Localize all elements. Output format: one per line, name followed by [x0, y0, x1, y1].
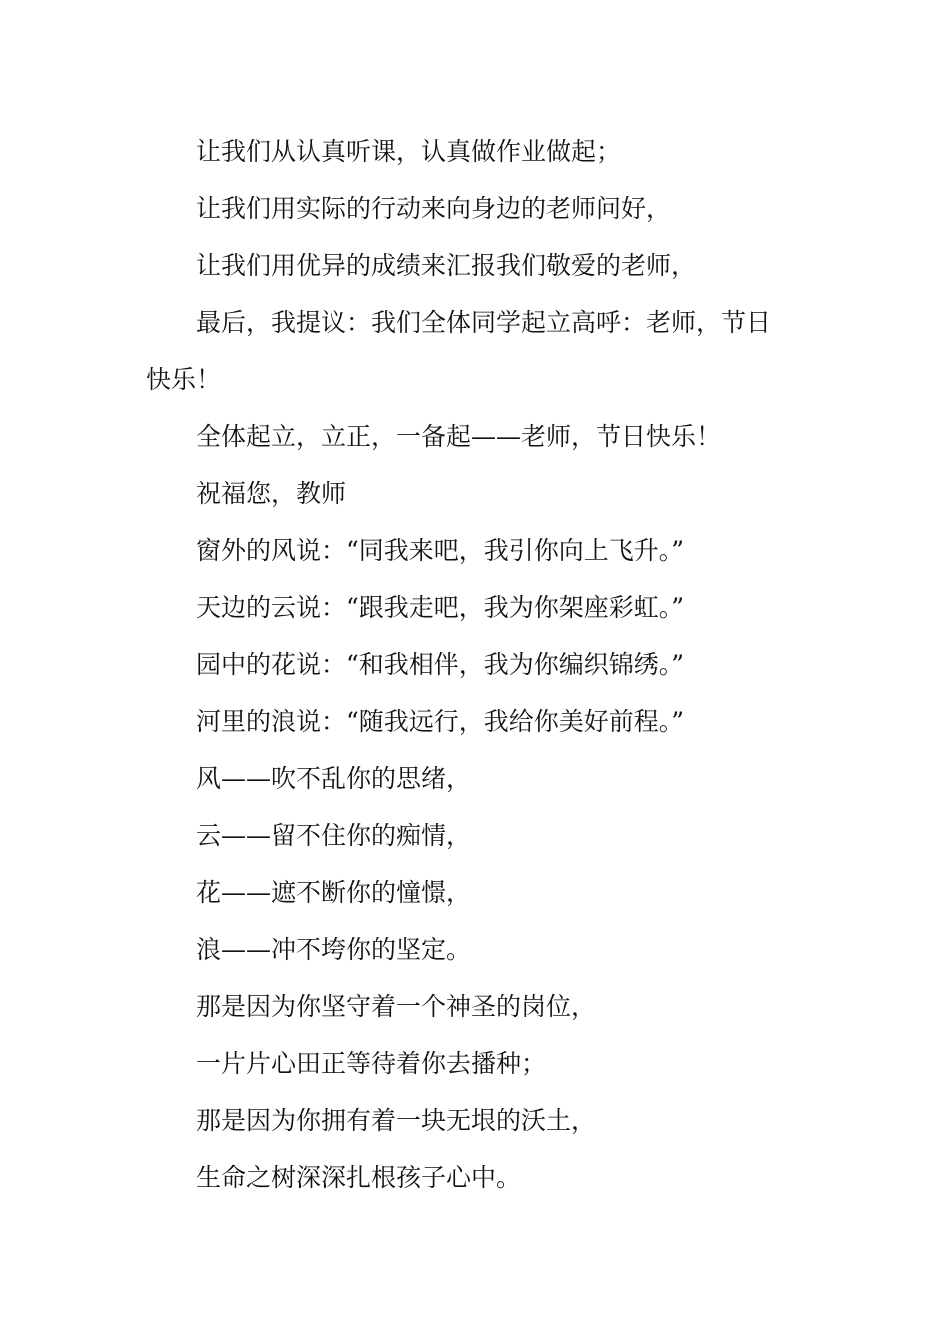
text-line: 天边的云说：“跟我走吧，我为你架座彩虹。” [196, 593, 685, 622]
text-line: 窗外的风说：“同我来吧，我引你向上飞升。” [196, 536, 685, 565]
text-line: 让我们用优异的成绩来汇报我们敬爱的老师， [196, 251, 697, 280]
text-line: 浪——冲不垮你的坚定。 [196, 935, 472, 964]
text-line: 生命之树深深扎根孩子心中。 [196, 1163, 522, 1192]
text-line: 河里的浪说：“随我远行，我给你美好前程。” [196, 707, 685, 736]
text-line: 让我们用实际的行动来向身边的老师问好， [196, 194, 672, 223]
text-line: 那是因为你拥有着一块无垠的沃土， [196, 1106, 597, 1135]
text-line: 一片片心田正等待着你去播种； [196, 1049, 547, 1078]
text-line: 最后，我提议：我们全体同学起立高呼：老师，节日 [196, 308, 772, 337]
text-line: 风——吹不乱你的思绪， [196, 764, 472, 793]
text-line: 花——遮不断你的憧憬， [196, 878, 472, 907]
text-line: 快乐！ [146, 365, 222, 394]
text-line: 云——留不住你的痴情， [196, 821, 472, 850]
text-line: 园中的花说：“和我相伴，我为你编织锦绣。” [196, 650, 685, 679]
text-line: 让我们从认真听课，认真做作业做起； [196, 137, 622, 166]
text-line: 那是因为你坚守着一个神圣的岗位， [196, 992, 597, 1021]
section-heading: 祝福您，教师 [196, 479, 347, 508]
text-line: 全体起立，立正，一备起——老师，节日快乐！ [196, 422, 722, 451]
